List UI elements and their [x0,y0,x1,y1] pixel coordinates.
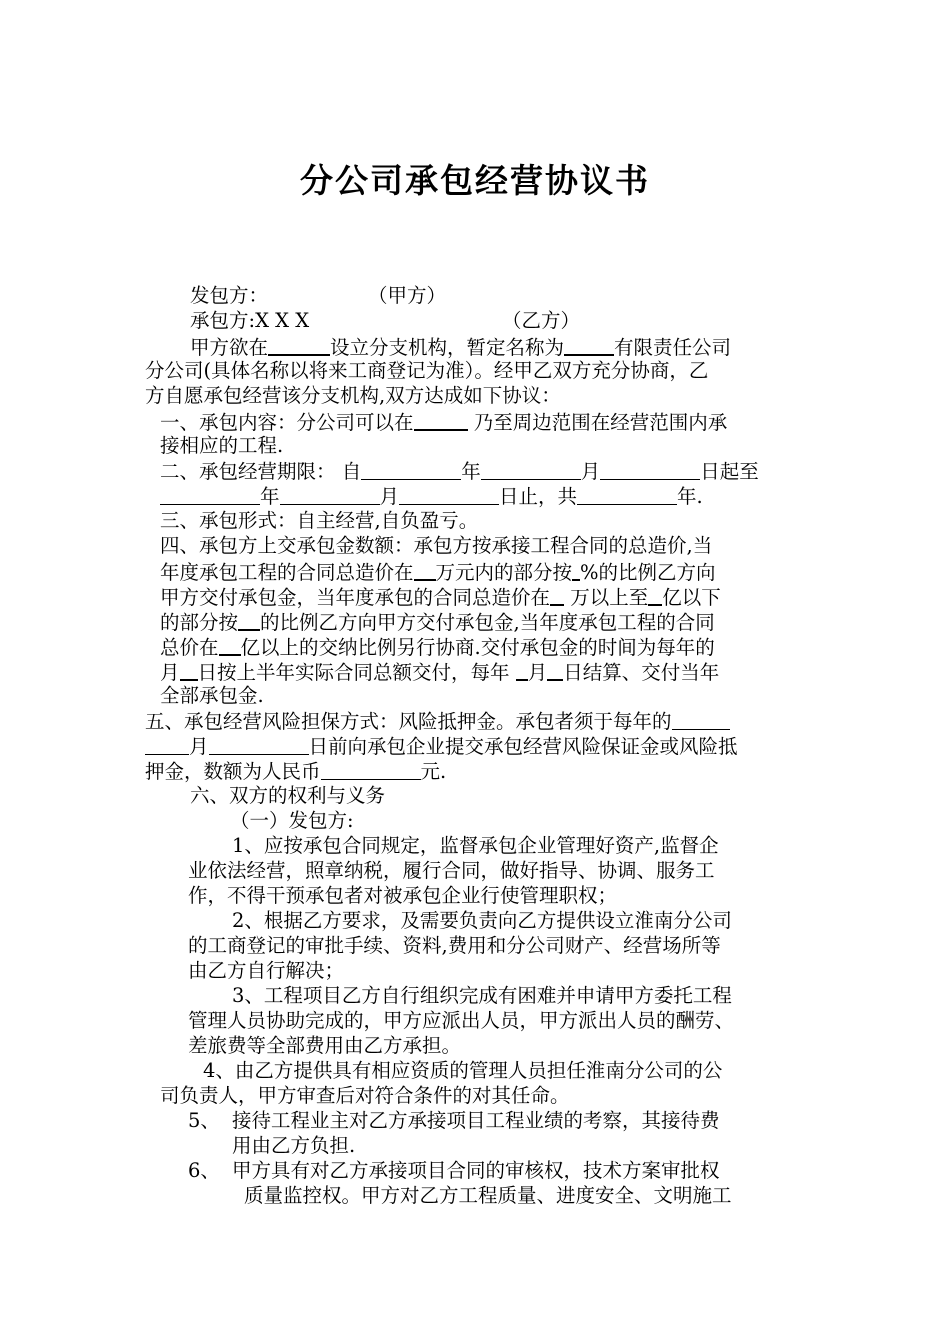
section-text: 元. [420,760,447,783]
issuer-label: 发包方： [190,284,269,307]
section-4-line-5 [160,634,715,660]
section-text: 月 [189,735,209,758]
section-4-line-4 [160,609,715,635]
section-text: 月 [527,661,548,684]
section-text: 五、承包经营风险担保方式：风险抵押金。承包者须于每年的 [145,710,672,733]
section-text: 日结算、交付当年 [563,661,720,684]
item-3-line-3: 差旅费等全部费用由乙方承担。 [188,1034,462,1057]
section-5-line-1 [145,709,730,734]
section-text: 万以上至 [564,586,649,609]
blank-field [160,484,260,505]
blank-field [516,659,528,681]
section-2-line-2 [160,484,703,509]
blank-field [268,334,330,356]
section-4-line-6 [160,659,719,685]
section-text: 一、承包内容：分公司可以在 [160,411,414,434]
item-2-line-2: 的工商登记的审批手续、资料,费用和分公司财产、经营场所等 [188,934,721,957]
blank-field [399,484,499,505]
intro-line-3: 方自愿承包经营该分支机构,双方达成如下协议： [145,384,561,407]
intro-line-1 [190,334,731,360]
item-6-line-1: 甲方具有对乙方承接项目合同的审核权，技术方案审批权 [232,1159,720,1182]
intro-text: 设立分支机构，暂定名称为 [330,336,565,359]
section-text: %的比例乙方向 [580,561,716,584]
section-text: 亿以上的交纳比例另行协商.交付承包金的时间为每年的 [240,636,715,659]
section-text: 日起至 [700,460,759,483]
section-text: 甲方交付承包金，当年度承包的合同总造价在 [160,586,551,609]
section-4-line-1: 四、承包方上交承包金数额：承包方按承接工程合同的总造价,当 [160,534,713,557]
blank-field [219,634,241,656]
section-text: 总价在 [160,636,219,659]
blank-field [180,659,198,681]
item-6-number: 6、 [188,1159,220,1182]
intro-line-2: 分公司(具体名称以将来工商登记为准）。经甲乙双方充分协商，乙 [145,359,709,382]
year-label: 年 [260,485,280,508]
section-text: 亿以下 [662,586,721,609]
item-1-line-3: 作，不得干预承包者对被承包企业行使管理职权； [188,884,618,907]
section-text: 二、承包经营期限： 自 [160,460,362,483]
section-text: 押金，数额为人民币 [145,760,321,783]
section-text: 月 [160,661,180,684]
year-label: 年 [461,460,481,483]
month-label: 月 [379,485,400,508]
blank-field [321,759,421,780]
section-text: 年. [677,485,703,508]
section-6-heading: 六、双方的权利与义务 [190,784,386,807]
blank-field [414,559,436,581]
section-text: 年度承包工程的合同总造价在 [160,561,414,584]
section-4-line-2 [160,559,716,585]
section-text: 日前向承包企业提交承包经营风险保证金或风险抵 [308,735,738,758]
section-text: 日按上半年实际合同总额交付，每年 [197,661,516,684]
month-label: 月 [580,460,601,483]
contractor-role: （乙方） [502,309,581,332]
blank-field [145,734,189,755]
section-2-line-1 [160,459,759,484]
section-text: 乃至周边范围在经营范围内承 [467,411,728,434]
blank-field [672,709,730,730]
section-3: 三、承包形式：自主经营,自负盈亏。 [160,509,479,532]
blank-field [648,584,662,606]
blank-field [238,609,260,631]
item-5-line-1: 接待工程业主对乙方承接项目工程业绩的考察，其接待费 [232,1109,720,1132]
section-5-line-2 [145,734,738,759]
issuer-line [190,284,268,308]
item-2-line-1: 2、根据乙方要求，及需要负责向乙方提供设立淮南分公司 [232,909,732,932]
section-text: 日止，共 [499,485,578,508]
section-4-line-7: 全部承包金. [160,684,264,707]
blank-field [280,484,380,505]
item-2-line-3: 由乙方自行解决； [188,959,345,982]
intro-text: 甲方欲在 [190,336,269,359]
blank-field [600,459,700,480]
section-4-line-3 [160,584,721,610]
section-1-line-2: 接相应的工程. [160,434,284,457]
contractor-label: 承包方:X X X [190,309,310,332]
item-3-line-2: 管理人员协助完成的，甲方应派出人员，甲方派出人员的酬劳、 [188,1009,735,1032]
item-3-line-1: 3、工程项目乙方自行组织完成有困难并申请甲方委托工程 [232,984,732,1007]
item-4-line-2: 司负责人，甲方审查后对符合条件的对其任命。 [160,1084,570,1107]
section-text: 的部分按 [160,611,239,634]
item-5-line-2: 用由乙方负担. [232,1134,356,1157]
blank-field [550,584,564,606]
document-title: 分公司承包经营协议书 [300,161,650,200]
item-1-line-2: 业依法经营，照章纳税，履行合同，做好指导、协调、服务工 [188,859,715,882]
blank-field [361,459,461,480]
blank-field [572,559,580,581]
section-6-sub-1: （一）发包方: [230,809,354,832]
blank-field [547,659,563,681]
item-4-line-1: 4、由乙方提供具有相应资质的管理人员担任淮南分公司的公 [203,1059,723,1082]
item-6-line-2: 质量监控权。甲方对乙方工程质量、进度安全、文明施工 [244,1184,732,1207]
blank-field [414,409,468,431]
section-text: 的比例乙方向甲方交付承包金,当年度承包工程的合同 [260,611,715,634]
item-5-number: 5、 [188,1109,220,1132]
section-text: 万元内的部分按 [435,561,573,584]
intro-text: 有限责任公司 [614,336,732,359]
blank-field [481,459,581,480]
issuer-role: （甲方） [368,284,447,307]
blank-field [209,734,309,755]
blank-field [577,484,677,505]
section-1-line-1 [160,409,727,435]
section-5-line-3 [145,759,446,784]
blank-field [564,334,614,356]
item-1-line-1: 1、应按承包合同规定，监督承包企业管理好资产,监督企 [232,834,719,857]
